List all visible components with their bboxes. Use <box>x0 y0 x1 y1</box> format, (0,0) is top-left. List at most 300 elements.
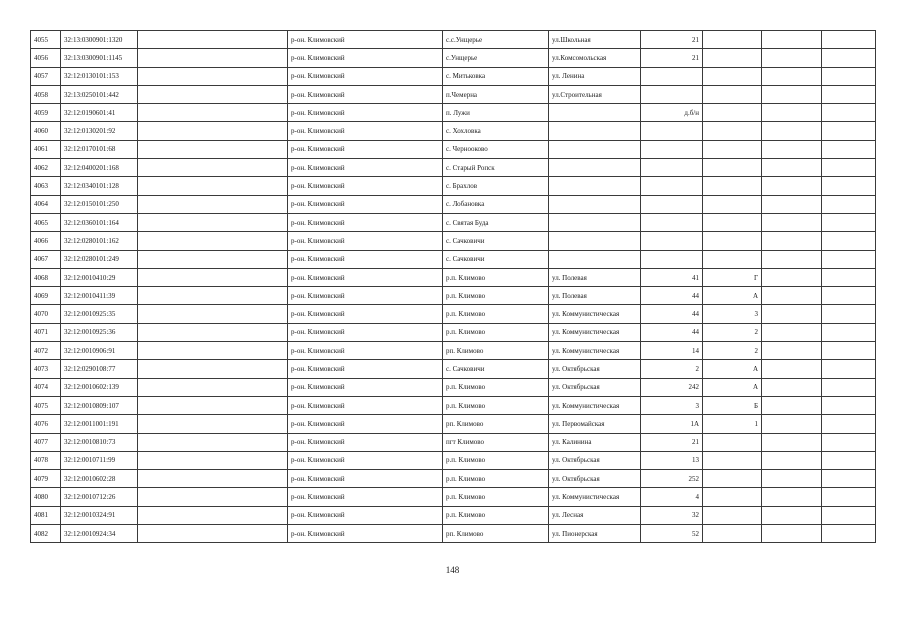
blank-cell <box>138 31 288 49</box>
building-cell: А <box>703 378 762 396</box>
building-cell <box>703 31 762 49</box>
district-cell: р-он. Климовский <box>288 360 443 378</box>
house-number-cell <box>641 250 703 268</box>
blank-cell <box>138 250 288 268</box>
flat-cell <box>762 323 822 341</box>
table-row <box>31 470 876 488</box>
building-cell <box>703 85 762 103</box>
row-number-cell: 4079 <box>31 470 61 488</box>
settlement-cell: р.п. Климово <box>443 378 549 396</box>
house-number-cell <box>641 122 703 140</box>
building-cell <box>703 470 762 488</box>
cadastral-number-cell: 32:12:0150101:250 <box>61 195 138 213</box>
page-number: 148 <box>445 565 460 575</box>
flat-cell <box>762 177 822 195</box>
row-number-cell: 4062 <box>31 159 61 177</box>
street-cell: ул. Октябрьская <box>549 360 641 378</box>
district-cell: р-он. Климовский <box>288 342 443 360</box>
district-cell: р-он. Климовский <box>288 122 443 140</box>
settlement-cell: р.п. Климово <box>443 396 549 414</box>
street-cell: ул. Коммунистическая <box>549 396 641 414</box>
building-cell <box>703 488 762 506</box>
cadastral-number-cell: 32:12:0010810:73 <box>61 433 138 451</box>
district-cell: р-он. Климовский <box>288 433 443 451</box>
flat-cell <box>762 250 822 268</box>
building-cell: 2 <box>703 323 762 341</box>
flat-cell <box>762 396 822 414</box>
district-cell: р-он. Климовский <box>288 31 443 49</box>
note-cell <box>822 213 876 231</box>
settlement-cell: р.п. Климово <box>443 305 549 323</box>
note-cell <box>822 67 876 85</box>
settlement-cell: рп. Климово <box>443 415 549 433</box>
row-number-cell: 4082 <box>31 525 61 543</box>
street-cell: ул. Октябрьская <box>549 470 641 488</box>
blank-cell <box>138 213 288 231</box>
street-cell <box>549 232 641 250</box>
building-cell <box>703 525 762 543</box>
settlement-cell: с. Сачковичи <box>443 250 549 268</box>
building-cell: 2 <box>703 342 762 360</box>
settlement-cell: с. Старый Ропск <box>443 159 549 177</box>
row-number-cell: 4071 <box>31 323 61 341</box>
table-row <box>31 506 876 524</box>
note-cell <box>822 232 876 250</box>
house-number-cell: 21 <box>641 433 703 451</box>
table-row <box>31 177 876 195</box>
note-cell <box>822 525 876 543</box>
row-number-cell: 4067 <box>31 250 61 268</box>
row-number-cell: 4063 <box>31 177 61 195</box>
table-row <box>31 451 876 469</box>
street-cell <box>549 104 641 122</box>
flat-cell <box>762 470 822 488</box>
settlement-cell: с. Чернооково <box>443 140 549 158</box>
cadastral-number-cell: 32:12:0010602:139 <box>61 378 138 396</box>
blank-cell <box>138 268 288 286</box>
building-cell: Г <box>703 268 762 286</box>
flat-cell <box>762 525 822 543</box>
row-number-cell: 4080 <box>31 488 61 506</box>
street-cell: ул. Ленина <box>549 67 641 85</box>
settlement-cell: п.Чемерна <box>443 85 549 103</box>
table-row <box>31 195 876 213</box>
cadastral-number-cell: 32:12:0170101:68 <box>61 140 138 158</box>
street-cell: ул. Лесная <box>549 506 641 524</box>
blank-cell <box>138 177 288 195</box>
table-row <box>31 122 876 140</box>
row-number-cell: 4078 <box>31 451 61 469</box>
street-cell <box>549 195 641 213</box>
blank-cell <box>138 360 288 378</box>
street-cell: ул. Полевая <box>549 268 641 286</box>
row-number-cell: 4059 <box>31 104 61 122</box>
cadastral-number-cell: 32:12:0010711:99 <box>61 451 138 469</box>
note-cell <box>822 177 876 195</box>
note-cell <box>822 378 876 396</box>
district-cell: р-он. Климовский <box>288 85 443 103</box>
table-row <box>31 305 876 323</box>
blank-cell <box>138 488 288 506</box>
district-cell: р-он. Климовский <box>288 232 443 250</box>
blank-cell <box>138 159 288 177</box>
street-cell: ул. Калинина <box>549 433 641 451</box>
building-cell <box>703 433 762 451</box>
settlement-cell: с. Сачковичи <box>443 232 549 250</box>
district-cell: р-он. Климовский <box>288 506 443 524</box>
settlement-cell: с. Брахлов <box>443 177 549 195</box>
cadastral-number-cell: 32:12:0190601:41 <box>61 104 138 122</box>
cadastral-number-cell: 32:12:0010602:28 <box>61 470 138 488</box>
cadastral-number-cell: 32:12:0400201:168 <box>61 159 138 177</box>
building-cell <box>703 49 762 67</box>
district-cell: р-он. Климовский <box>288 323 443 341</box>
flat-cell <box>762 67 822 85</box>
flat-cell <box>762 213 822 231</box>
district-cell: р-он. Климовский <box>288 104 443 122</box>
building-cell <box>703 104 762 122</box>
settlement-cell: р.п. Климово <box>443 506 549 524</box>
settlement-cell: р.п. Климово <box>443 287 549 305</box>
note-cell <box>822 159 876 177</box>
building-cell: 1 <box>703 415 762 433</box>
building-cell <box>703 250 762 268</box>
blank-cell <box>138 49 288 67</box>
blank-cell <box>138 195 288 213</box>
street-cell <box>549 159 641 177</box>
house-number-cell: 21 <box>641 31 703 49</box>
row-number-cell: 4055 <box>31 31 61 49</box>
blank-cell <box>138 506 288 524</box>
street-cell: ул. Октябрьская <box>549 451 641 469</box>
settlement-cell: п. Лужи <box>443 104 549 122</box>
building-cell <box>703 506 762 524</box>
house-number-cell: 4 <box>641 488 703 506</box>
settlement-cell: рп. Климово <box>443 525 549 543</box>
street-cell <box>549 122 641 140</box>
cadastral-number-cell: 32:12:0130101:153 <box>61 67 138 85</box>
flat-cell <box>762 31 822 49</box>
settlement-cell: с. Митьковка <box>443 67 549 85</box>
note-cell <box>822 122 876 140</box>
settlement-cell: р.п. Климово <box>443 268 549 286</box>
building-cell <box>703 122 762 140</box>
flat-cell <box>762 122 822 140</box>
flat-cell <box>762 232 822 250</box>
house-number-cell: 1А <box>641 415 703 433</box>
table-row <box>31 159 876 177</box>
row-number-cell: 4064 <box>31 195 61 213</box>
house-number-cell: 14 <box>641 342 703 360</box>
cadastral-number-cell: 32:12:0340101:128 <box>61 177 138 195</box>
house-number-cell <box>641 232 703 250</box>
cadastral-number-cell: 32:12:0010712:26 <box>61 488 138 506</box>
row-number-cell: 4081 <box>31 506 61 524</box>
house-number-cell: 3 <box>641 396 703 414</box>
building-cell <box>703 67 762 85</box>
district-cell: р-он. Климовский <box>288 213 443 231</box>
note-cell <box>822 451 876 469</box>
house-number-cell: 32 <box>641 506 703 524</box>
building-cell <box>703 195 762 213</box>
note-cell <box>822 104 876 122</box>
note-cell <box>822 360 876 378</box>
flat-cell <box>762 85 822 103</box>
blank-cell <box>138 525 288 543</box>
settlement-cell: р.п. Климово <box>443 323 549 341</box>
blank-cell <box>138 323 288 341</box>
building-cell <box>703 177 762 195</box>
cadastral-number-cell: 32:12:0130201:92 <box>61 122 138 140</box>
blank-cell <box>138 104 288 122</box>
street-cell: ул. Коммунистическая <box>549 323 641 341</box>
table-row <box>31 31 876 49</box>
row-number-cell: 4070 <box>31 305 61 323</box>
cadastral-number-cell: 32:12:0010925:35 <box>61 305 138 323</box>
flat-cell <box>762 506 822 524</box>
blank-cell <box>138 67 288 85</box>
row-number-cell: 4058 <box>31 85 61 103</box>
house-number-cell: 52 <box>641 525 703 543</box>
street-cell: ул. Коммунистическая <box>549 305 641 323</box>
district-cell: р-он. Климовский <box>288 451 443 469</box>
cadastral-number-cell: 32:12:0010906:91 <box>61 342 138 360</box>
house-number-cell: 242 <box>641 378 703 396</box>
blank-cell <box>138 85 288 103</box>
note-cell <box>822 342 876 360</box>
house-number-cell <box>641 195 703 213</box>
street-cell <box>549 140 641 158</box>
row-number-cell: 4056 <box>31 49 61 67</box>
note-cell <box>822 287 876 305</box>
note-cell <box>822 31 876 49</box>
cadastral-number-cell: 32:13:0300901:1320 <box>61 31 138 49</box>
building-cell: Б <box>703 396 762 414</box>
flat-cell <box>762 159 822 177</box>
table-row <box>31 140 876 158</box>
settlement-cell: с. Хохловка <box>443 122 549 140</box>
blank-cell <box>138 378 288 396</box>
blank-cell <box>138 305 288 323</box>
district-cell: р-он. Климовский <box>288 415 443 433</box>
row-number-cell: 4075 <box>31 396 61 414</box>
row-number-cell: 4077 <box>31 433 61 451</box>
flat-cell <box>762 378 822 396</box>
street-cell: ул. Коммунистическая <box>549 488 641 506</box>
note-cell <box>822 506 876 524</box>
settlement-cell: рп. Климово <box>443 342 549 360</box>
cadastral-number-cell: 32:12:0010324:91 <box>61 506 138 524</box>
blank-cell <box>138 287 288 305</box>
house-number-cell: 44 <box>641 287 703 305</box>
house-number-cell: 41 <box>641 268 703 286</box>
blank-cell <box>138 415 288 433</box>
row-number-cell: 4065 <box>31 213 61 231</box>
street-cell <box>549 250 641 268</box>
note-cell <box>822 85 876 103</box>
house-number-cell <box>641 213 703 231</box>
table-row <box>31 104 876 122</box>
note-cell <box>822 140 876 158</box>
note-cell <box>822 323 876 341</box>
settlement-cell: с. Лобановка <box>443 195 549 213</box>
note-cell <box>822 250 876 268</box>
table-row <box>31 268 876 286</box>
row-number-cell: 4074 <box>31 378 61 396</box>
note-cell <box>822 49 876 67</box>
table-row <box>31 342 876 360</box>
cadastral-number-cell: 32:13:0300901:1145 <box>61 49 138 67</box>
row-number-cell: 4061 <box>31 140 61 158</box>
table-row <box>31 49 876 67</box>
flat-cell <box>762 433 822 451</box>
property-register-table <box>30 30 876 543</box>
flat-cell <box>762 104 822 122</box>
cadastral-number-cell: 32:12:0280101:162 <box>61 232 138 250</box>
table-row <box>31 287 876 305</box>
settlement-cell: р.п. Климово <box>443 488 549 506</box>
table-row <box>31 378 876 396</box>
note-cell <box>822 488 876 506</box>
house-number-cell: 44 <box>641 323 703 341</box>
row-number-cell: 4069 <box>31 287 61 305</box>
house-number-cell: 252 <box>641 470 703 488</box>
street-cell: ул. Первомайская <box>549 415 641 433</box>
building-cell <box>703 451 762 469</box>
table-body <box>31 31 876 543</box>
district-cell: р-он. Климовский <box>288 488 443 506</box>
district-cell: р-он. Климовский <box>288 525 443 543</box>
blank-cell <box>138 342 288 360</box>
cadastral-number-cell: 32:12:0290108:77 <box>61 360 138 378</box>
row-number-cell: 4057 <box>31 67 61 85</box>
table-row <box>31 396 876 414</box>
table-row <box>31 85 876 103</box>
cadastral-number-cell: 32:12:0010410:29 <box>61 268 138 286</box>
flat-cell <box>762 49 822 67</box>
building-cell <box>703 159 762 177</box>
blank-cell <box>138 396 288 414</box>
flat-cell <box>762 268 822 286</box>
note-cell <box>822 195 876 213</box>
district-cell: р-он. Климовский <box>288 159 443 177</box>
cadastral-number-cell: 32:13:0250101:442 <box>61 85 138 103</box>
flat-cell <box>762 488 822 506</box>
cadastral-number-cell: 32:12:0280101:249 <box>61 250 138 268</box>
note-cell <box>822 415 876 433</box>
flat-cell <box>762 342 822 360</box>
flat-cell <box>762 451 822 469</box>
district-cell: р-он. Климовский <box>288 67 443 85</box>
table-row <box>31 525 876 543</box>
house-number-cell <box>641 177 703 195</box>
street-cell: ул.Школьная <box>549 31 641 49</box>
street-cell: ул. Коммунистическая <box>549 342 641 360</box>
table-row <box>31 433 876 451</box>
district-cell: р-он. Климовский <box>288 250 443 268</box>
street-cell: ул. Пионерская <box>549 525 641 543</box>
district-cell: р-он. Климовский <box>288 305 443 323</box>
flat-cell <box>762 287 822 305</box>
district-cell: р-он. Климовский <box>288 49 443 67</box>
table-row <box>31 232 876 250</box>
street-cell: ул.Строительная <box>549 85 641 103</box>
district-cell: р-он. Климовский <box>288 378 443 396</box>
table-row <box>31 360 876 378</box>
cadastral-number-cell: 32:12:0360101:164 <box>61 213 138 231</box>
table-row <box>31 213 876 231</box>
house-number-cell <box>641 67 703 85</box>
cadastral-number-cell: 32:12:0010411:39 <box>61 287 138 305</box>
district-cell: р-он. Климовский <box>288 140 443 158</box>
cadastral-number-cell: 32:12:0010809:107 <box>61 396 138 414</box>
flat-cell <box>762 195 822 213</box>
row-number-cell: 4073 <box>31 360 61 378</box>
flat-cell <box>762 360 822 378</box>
table-row <box>31 323 876 341</box>
row-number-cell: 4060 <box>31 122 61 140</box>
building-cell <box>703 140 762 158</box>
row-number-cell: 4066 <box>31 232 61 250</box>
settlement-cell: р.п. Климово <box>443 470 549 488</box>
note-cell <box>822 268 876 286</box>
house-number-cell: 44 <box>641 305 703 323</box>
cadastral-number-cell: 32:12:0011001:191 <box>61 415 138 433</box>
building-cell <box>703 213 762 231</box>
table-row <box>31 415 876 433</box>
building-cell: 3 <box>703 305 762 323</box>
house-number-cell <box>641 159 703 177</box>
settlement-cell: пгт Климово <box>443 433 549 451</box>
note-cell <box>822 470 876 488</box>
building-cell <box>703 232 762 250</box>
blank-cell <box>138 470 288 488</box>
cadastral-number-cell: 32:12:0010925:36 <box>61 323 138 341</box>
district-cell: р-он. Климовский <box>288 177 443 195</box>
flat-cell <box>762 140 822 158</box>
street-cell: ул.Комсомольская <box>549 49 641 67</box>
street-cell <box>549 213 641 231</box>
note-cell <box>822 305 876 323</box>
row-number-cell: 4068 <box>31 268 61 286</box>
settlement-cell: с.Унщерье <box>443 49 549 67</box>
table-row <box>31 67 876 85</box>
blank-cell <box>138 140 288 158</box>
note-cell <box>822 433 876 451</box>
settlement-cell: с. Святая Буда <box>443 213 549 231</box>
flat-cell <box>762 305 822 323</box>
district-cell: р-он. Климовский <box>288 470 443 488</box>
house-number-cell: 13 <box>641 451 703 469</box>
building-cell: А <box>703 287 762 305</box>
house-number-cell: 2 <box>641 360 703 378</box>
blank-cell <box>138 232 288 250</box>
house-number-cell <box>641 85 703 103</box>
row-number-cell: 4072 <box>31 342 61 360</box>
cadastral-number-cell: 32:12:0010924:34 <box>61 525 138 543</box>
blank-cell <box>138 122 288 140</box>
district-cell: р-он. Климовский <box>288 396 443 414</box>
street-cell: ул. Октябрьская <box>549 378 641 396</box>
house-number-cell: д.б/н <box>641 104 703 122</box>
settlement-cell: с. Сачковичи <box>443 360 549 378</box>
settlement-cell: с.с.Унщерье <box>443 31 549 49</box>
house-number-cell: 21 <box>641 49 703 67</box>
building-cell: А <box>703 360 762 378</box>
settlement-cell: р.п. Климово <box>443 451 549 469</box>
flat-cell <box>762 415 822 433</box>
row-number-cell: 4076 <box>31 415 61 433</box>
